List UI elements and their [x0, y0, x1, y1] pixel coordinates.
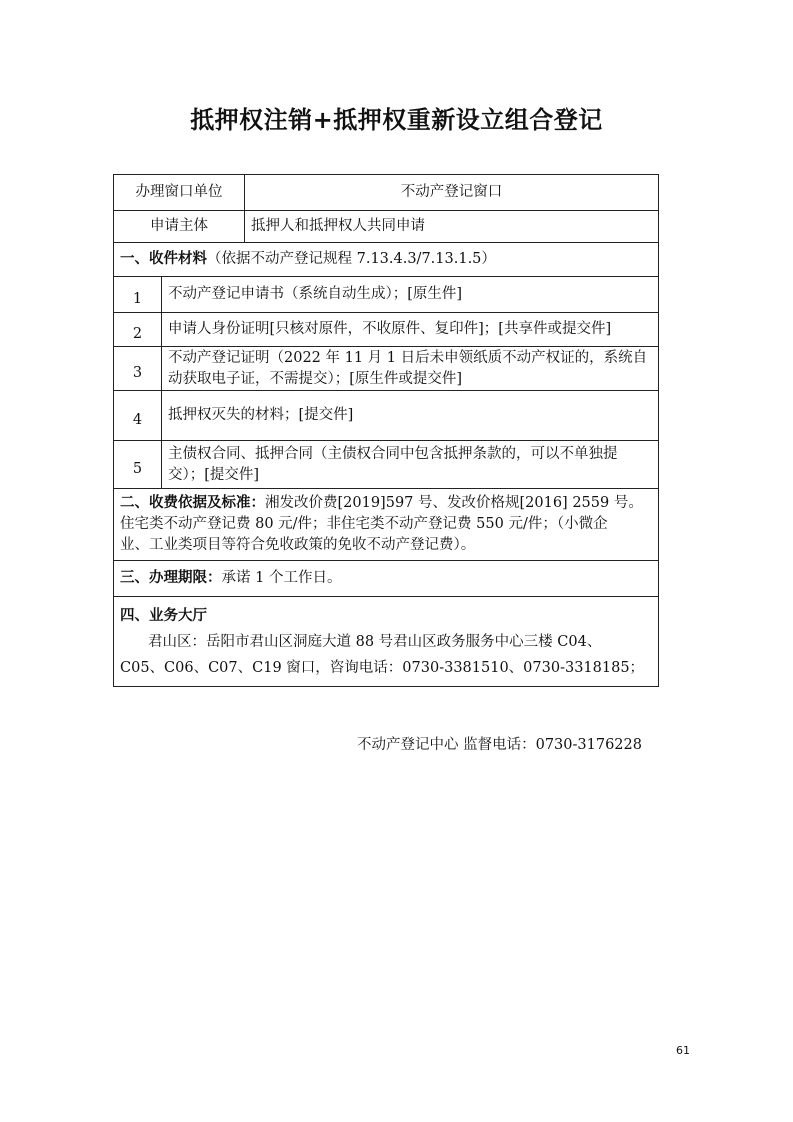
- material-number: 4: [114, 391, 162, 441]
- material-text: 抵押权灭失的材料；[提交件]: [162, 391, 659, 441]
- material-text: 不动产登记申请书（系统自动生成）；[原生件]: [162, 277, 659, 313]
- materials-heading-cell: [114, 243, 659, 277]
- material-row: [114, 313, 659, 347]
- hall-heading: 四、业务大厅: [120, 608, 207, 624]
- period-text: 承诺 1 个工作日。: [221, 570, 342, 586]
- period-row: [114, 561, 659, 597]
- materials-heading-row: [114, 243, 659, 277]
- hall-cell: [114, 597, 659, 687]
- table-row: [114, 175, 659, 211]
- applicant-value: 抵押人和抵押权人共同申请: [245, 211, 659, 243]
- material-row: [114, 441, 659, 489]
- material-row: [114, 347, 659, 391]
- fees-line-3: 业、工业类项目等符合免收政策的免收不动产登记费）。: [120, 537, 476, 553]
- material-text: 主债权合同、抵押合同（主债权合同中包含抵押条款的，可以不单独提交）；[提交件]: [162, 441, 659, 489]
- fees-cell: [114, 489, 659, 561]
- materials-basis: （依据不动产登记规程 7.13.4.3/7.13.1.5）: [207, 251, 496, 267]
- fees-row: [114, 489, 659, 561]
- fees-line-1: [120, 493, 652, 514]
- period-cell: [114, 561, 659, 597]
- material-row: [114, 391, 659, 441]
- material-text: 不动产登记证明（2022 年 11 月 1 日后未申领纸质不动产权证的，系统自动获取电子证，不需提交）；[原生件或提交件]: [162, 347, 659, 391]
- materials-heading: 一、收件材料: [120, 251, 207, 267]
- fees-heading: 二、收费依据及标准：: [120, 495, 265, 511]
- material-row: [114, 277, 659, 313]
- material-number: 3: [114, 347, 162, 391]
- period-heading: 三、办理期限：: [120, 570, 222, 586]
- registration-info-table: [113, 174, 659, 687]
- fees-line-2: 住宅类不动产登记费 80 元/件；非住宅类不动产登记费 550 元/件；（小微企: [120, 516, 608, 532]
- page-title: 抵押权注销+抵押权重新设立组合登记: [190, 106, 603, 134]
- fees-text-1: 湘发改价费[2019]597 号、发改价格规[2016] 2559 号。: [265, 495, 643, 511]
- hall-line-2: C05、C06、C07、C19 窗口，咨询电话：0730-3381510、0730-3318185；: [120, 660, 645, 676]
- window-unit-label: 办理窗口单位: [114, 175, 245, 211]
- material-number: 1: [114, 277, 162, 313]
- hall-line-1: 君山区：岳阳市君山区洞庭大道 88 号君山区政务服务中心三楼 C04、: [148, 634, 602, 650]
- hall-row: [114, 597, 659, 687]
- page-number: 61: [676, 1044, 690, 1057]
- table-row: [114, 211, 659, 243]
- window-unit-value: 不动产登记窗口: [245, 175, 659, 211]
- material-text: 申请人身份证明[只核对原件，不收原件、复印件]；[共享件或提交件]: [162, 313, 659, 347]
- material-number: 2: [114, 313, 162, 347]
- material-number: 5: [114, 441, 162, 489]
- applicant-label: 申请主体: [114, 211, 245, 243]
- supervision-footer: 不动产登记中心 监督电话：0730-3176228: [357, 737, 642, 753]
